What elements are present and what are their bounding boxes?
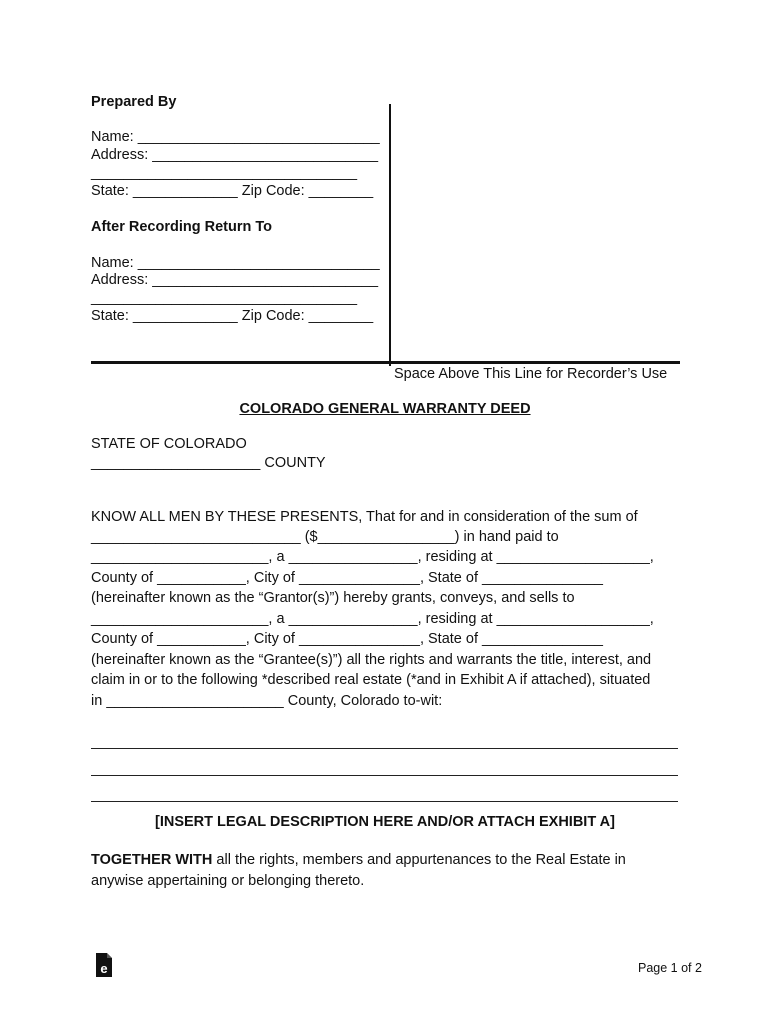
together-with-line-2: anywise appertaining or belonging thereto. [91, 873, 365, 889]
recorder-note: Space Above This Line for Recorder’s Use [394, 366, 668, 382]
return-to-address-field[interactable]: Address: ____________________________ [91, 272, 379, 288]
page-number: Page 1 of 2 [638, 961, 702, 975]
county-field[interactable]: _____________________ COUNTY [91, 455, 326, 471]
together-with-line-1 [91, 852, 626, 868]
body-line-6[interactable]: ______________________, a ________________, residing at ___________________, [91, 611, 654, 627]
document-title: COLORADO GENERAL WARRANTY DEED [239, 401, 531, 417]
body-line-1: KNOW ALL MEN BY THESE PRESENTS, That for and in consideration of the sum of [91, 509, 638, 525]
together-with-text: all the rights, members and appurtenances to the Real Estate in [212, 852, 626, 868]
legal-description-line-2[interactable] [91, 775, 678, 776]
prepared-by-address-line2-field[interactable]: _________________________________ [91, 165, 358, 181]
body-line-3[interactable]: ______________________, a ________________, residing at ___________________, [91, 549, 654, 565]
eforms-logo-icon [94, 952, 114, 978]
body-line-9: claim in or to the following *described real estate (*and in Exhibit A if attached), situated [91, 672, 651, 688]
recorder-horizontal-divider [91, 361, 680, 364]
prepared-by-address-field[interactable]: Address: ____________________________ [91, 147, 379, 163]
body-line-10[interactable]: in ______________________ County, Colorado to-wit: [91, 693, 443, 709]
return-to-heading: After Recording Return To [91, 219, 272, 235]
body-line-7[interactable]: County of ___________, City of _______________, State of _______________ [91, 631, 603, 647]
legal-description-line-1[interactable] [91, 748, 678, 749]
return-to-name-field[interactable]: Name: ______________________________ [91, 255, 380, 271]
body-line-5: (hereinafter known as the “Grantor(s)”) hereby grants, conveys, and sells to [91, 590, 575, 606]
recorder-vertical-divider [389, 104, 391, 366]
prepared-by-state-zip-field[interactable]: State: _____________ Zip Code: ________ [91, 183, 374, 199]
body-line-8: (hereinafter known as the “Grantee(s)”) all the rights and warrants the title, interest, and [91, 652, 652, 668]
body-line-4[interactable]: County of ___________, City of _______________, State of _______________ [91, 570, 603, 586]
return-to-state-zip-field[interactable]: State: _____________ Zip Code: ________ [91, 308, 374, 324]
legal-description-line-3[interactable] [91, 801, 678, 802]
together-with-label: TOGETHER WITH [91, 852, 213, 868]
return-to-address-line2-field[interactable]: _________________________________ [91, 290, 358, 306]
prepared-by-name-field[interactable]: Name: ______________________________ [91, 129, 380, 145]
insert-legal-description-note: [INSERT LEGAL DESCRIPTION HERE AND/OR ATTACH EXHIBIT A] [155, 814, 615, 830]
prepared-by-heading: Prepared By [91, 94, 177, 110]
state-label: STATE OF COLORADO [91, 436, 247, 452]
svg-text:e: e [100, 961, 108, 976]
body-line-2[interactable]: __________________________ ($_________________) in hand paid to [91, 529, 559, 545]
